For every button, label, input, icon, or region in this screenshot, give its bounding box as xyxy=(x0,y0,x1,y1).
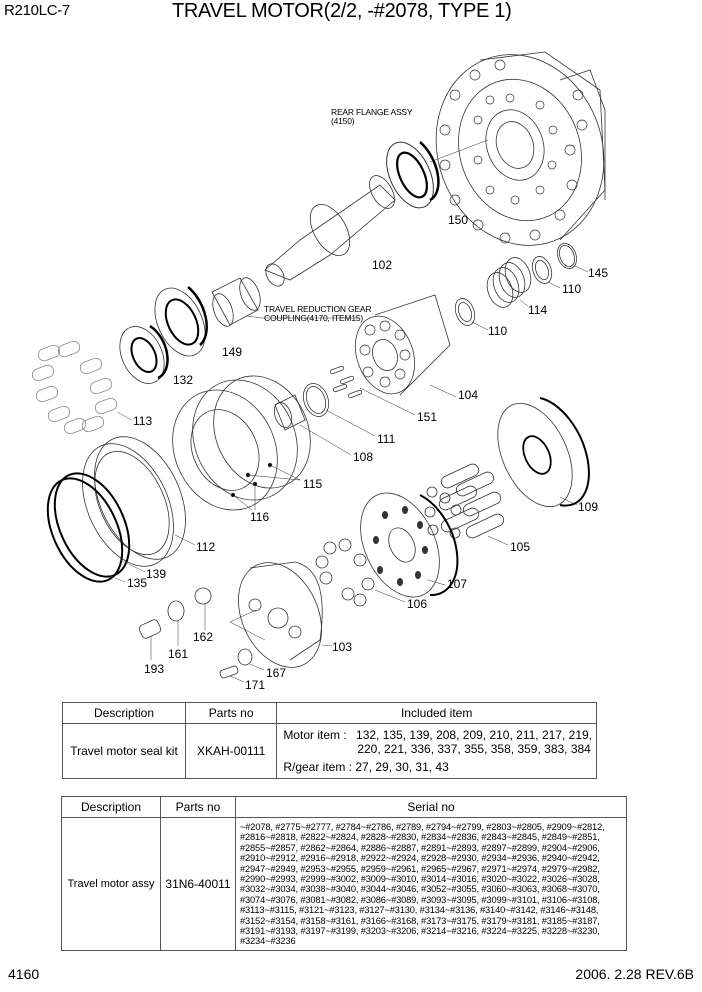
serial-line: ~#2078, #2775~#2777, #2784~#2786, #2789, #2794~#2799, #2803~#2805, #2909~#2812, xyxy=(240,822,605,832)
callout-135[interactable]: 135 xyxy=(127,576,148,590)
revision-date: 2006. 2.28 REV.6B xyxy=(575,966,694,982)
part-112-drawing xyxy=(64,422,203,581)
col-description: Description xyxy=(62,797,161,818)
callout-109[interactable]: 109 xyxy=(578,500,599,514)
coupling-note-line2: COUPLING(4170, ITEM15) xyxy=(264,313,364,323)
callout-107[interactable]: 107 xyxy=(447,577,468,591)
assy-parts-no[interactable]: 31N6-40011 xyxy=(161,818,236,951)
serial-line: #3152~#3154, #3158~#3161, #3166~#3168, #3173~#3175, #3179~#3181, #3185~#3187, xyxy=(240,915,600,926)
callout-110-upper[interactable]: 110 xyxy=(562,282,582,296)
serial-line: #3234~#3236 xyxy=(240,936,296,947)
motor-items-line2: 220, 221, 336, 337, 355, 358, 359, 383, 384 xyxy=(357,742,591,756)
callout-112[interactable]: 112 xyxy=(196,540,216,554)
seal-kit-parts-no[interactable]: XKAH-00111 xyxy=(186,724,277,779)
page-number: 4160 xyxy=(8,966,40,982)
serial-line: #2947~#2949, #2953~#2955, #2959~#2961, #2965~#2967, #2971~#2974, #2979~#2982, xyxy=(240,863,600,874)
part-105-drawing xyxy=(425,462,508,545)
callout-171[interactable]: 171 xyxy=(245,678,266,692)
table-row xyxy=(63,724,597,779)
part-109-drawing xyxy=(483,392,589,519)
seal-kit-header-row xyxy=(63,703,597,724)
rgear-items-values: 27, 29, 30, 31, 43 xyxy=(355,760,449,774)
serial-line: #2990~#2993, #2999~#3002, #3009~#3010, #3014~#3016, #3020~#3022, #3026~#3028, xyxy=(240,874,600,885)
callout-104[interactable]: 104 xyxy=(458,388,479,402)
part-113-drawing xyxy=(31,340,132,436)
model-name: R210LC-7 xyxy=(4,2,70,19)
part-135-139-drawing xyxy=(33,462,148,594)
callout-132[interactable]: 132 xyxy=(173,373,194,387)
part-151-drawing xyxy=(330,366,415,415)
assy-serial-list xyxy=(236,818,627,951)
serial-line: #3074~#3076, #3081~#3082, #3086~#3089, #3093~#3095, #3099~#3101, #3106~#3108, xyxy=(240,894,600,905)
callout-103[interactable]: 103 xyxy=(332,640,353,654)
assy-description: Travel motor assy xyxy=(62,818,161,951)
serial-line: #3113~#3115, #3121~#3123, #3127~#3130, #3134~#3136, #3140~#3142, #3146~#3148, xyxy=(240,905,599,916)
callout-161[interactable]: 161 xyxy=(168,647,189,661)
callout-114[interactable]: 114 xyxy=(528,303,548,317)
motor-items-label: Motor item : xyxy=(283,728,347,742)
serial-line: #2816~#2818, #2822~#2824, #2828~#2830, #2834~#2836, #2843~#2845, #2849~#2851, xyxy=(240,832,600,843)
serial-line: #3032~#3034, #3038~#3040, #3044~#3046, #3052~#3055, #3060~#3063, #3068~#3070, xyxy=(240,884,600,895)
serial-line: #2855~#2857, #2862~#2864, #2886~#2887, #2891~#2893, #2897~#2899, #2904~#2906, xyxy=(240,842,600,853)
col-parts-no: Parts no xyxy=(161,797,236,818)
col-parts-no: Parts no xyxy=(186,703,277,724)
callout-106[interactable]: 106 xyxy=(407,597,428,611)
motor-items-values1: 132, 135, 139, 208, 209, 210, 211, 217, 219, xyxy=(356,728,592,742)
motor-assy-table xyxy=(61,796,627,951)
rear-flange-assy-drawing xyxy=(410,31,630,269)
coupling-note xyxy=(264,305,371,323)
rear-flange-note-line1: REAR FLANGE ASSY xyxy=(331,107,413,117)
table-row xyxy=(62,818,627,951)
part-111-drawing xyxy=(299,380,375,436)
col-included-item: Included item xyxy=(277,703,597,724)
callout-150[interactable]: 150 xyxy=(448,213,469,227)
exploded-parts-diagram xyxy=(0,30,702,700)
col-description: Description xyxy=(63,703,186,724)
callout-167[interactable]: 167 xyxy=(266,666,287,680)
callout-149[interactable]: 149 xyxy=(222,345,243,359)
callout-151[interactable]: 151 xyxy=(417,410,438,424)
callout-115[interactable]: 115 xyxy=(303,477,323,491)
callout-108[interactable]: 108 xyxy=(353,450,374,464)
rear-flange-note-line2: (4150) xyxy=(331,116,355,126)
callout-105[interactable]: 105 xyxy=(510,540,531,554)
coupling-note-line1: TRAVEL REDUCTION GEAR xyxy=(264,304,372,314)
part-106-drawing xyxy=(316,539,405,606)
part-132-drawing xyxy=(111,319,173,390)
callout-113[interactable]: 113 xyxy=(133,414,153,428)
callout-145[interactable]: 145 xyxy=(588,266,609,280)
motor-items-line1 xyxy=(283,728,592,742)
serial-line: #3191~#3193, #3197~#3199, #3203~#3206, #3214~#3216, #3224~#3225, #3228~#3230, xyxy=(240,926,600,937)
col-serial-no: Serial no xyxy=(236,797,627,818)
part-103-drawing xyxy=(222,549,337,681)
rgear-items-line xyxy=(283,760,592,774)
callout-111[interactable]: 111 xyxy=(377,432,396,446)
callout-193[interactable]: 193 xyxy=(144,662,165,676)
seal-kit-description: Travel motor seal kit xyxy=(63,724,186,779)
assy-header-row xyxy=(62,797,627,818)
callout-110-lower[interactable]: 110 xyxy=(488,324,508,338)
rear-flange-note xyxy=(331,108,412,126)
callout-162[interactable]: 162 xyxy=(193,630,214,644)
rgear-items-label: R/gear item : xyxy=(283,760,353,774)
callout-139[interactable]: 139 xyxy=(146,567,167,581)
callout-102[interactable]: 102 xyxy=(372,258,393,272)
seal-kit-table xyxy=(62,702,597,779)
page-title: TRAVEL MOTOR(2/2, -#2078, TYPE 1) xyxy=(172,0,512,22)
seal-kit-included xyxy=(277,724,597,779)
serial-line: #2910~#2912, #2916~#2918, #2922~#2924, #2928~#2930, #2934~#2936, #2940~#2942, xyxy=(240,853,600,864)
part-108-drawing xyxy=(271,395,351,455)
callout-116[interactable]: 116 xyxy=(250,510,270,524)
